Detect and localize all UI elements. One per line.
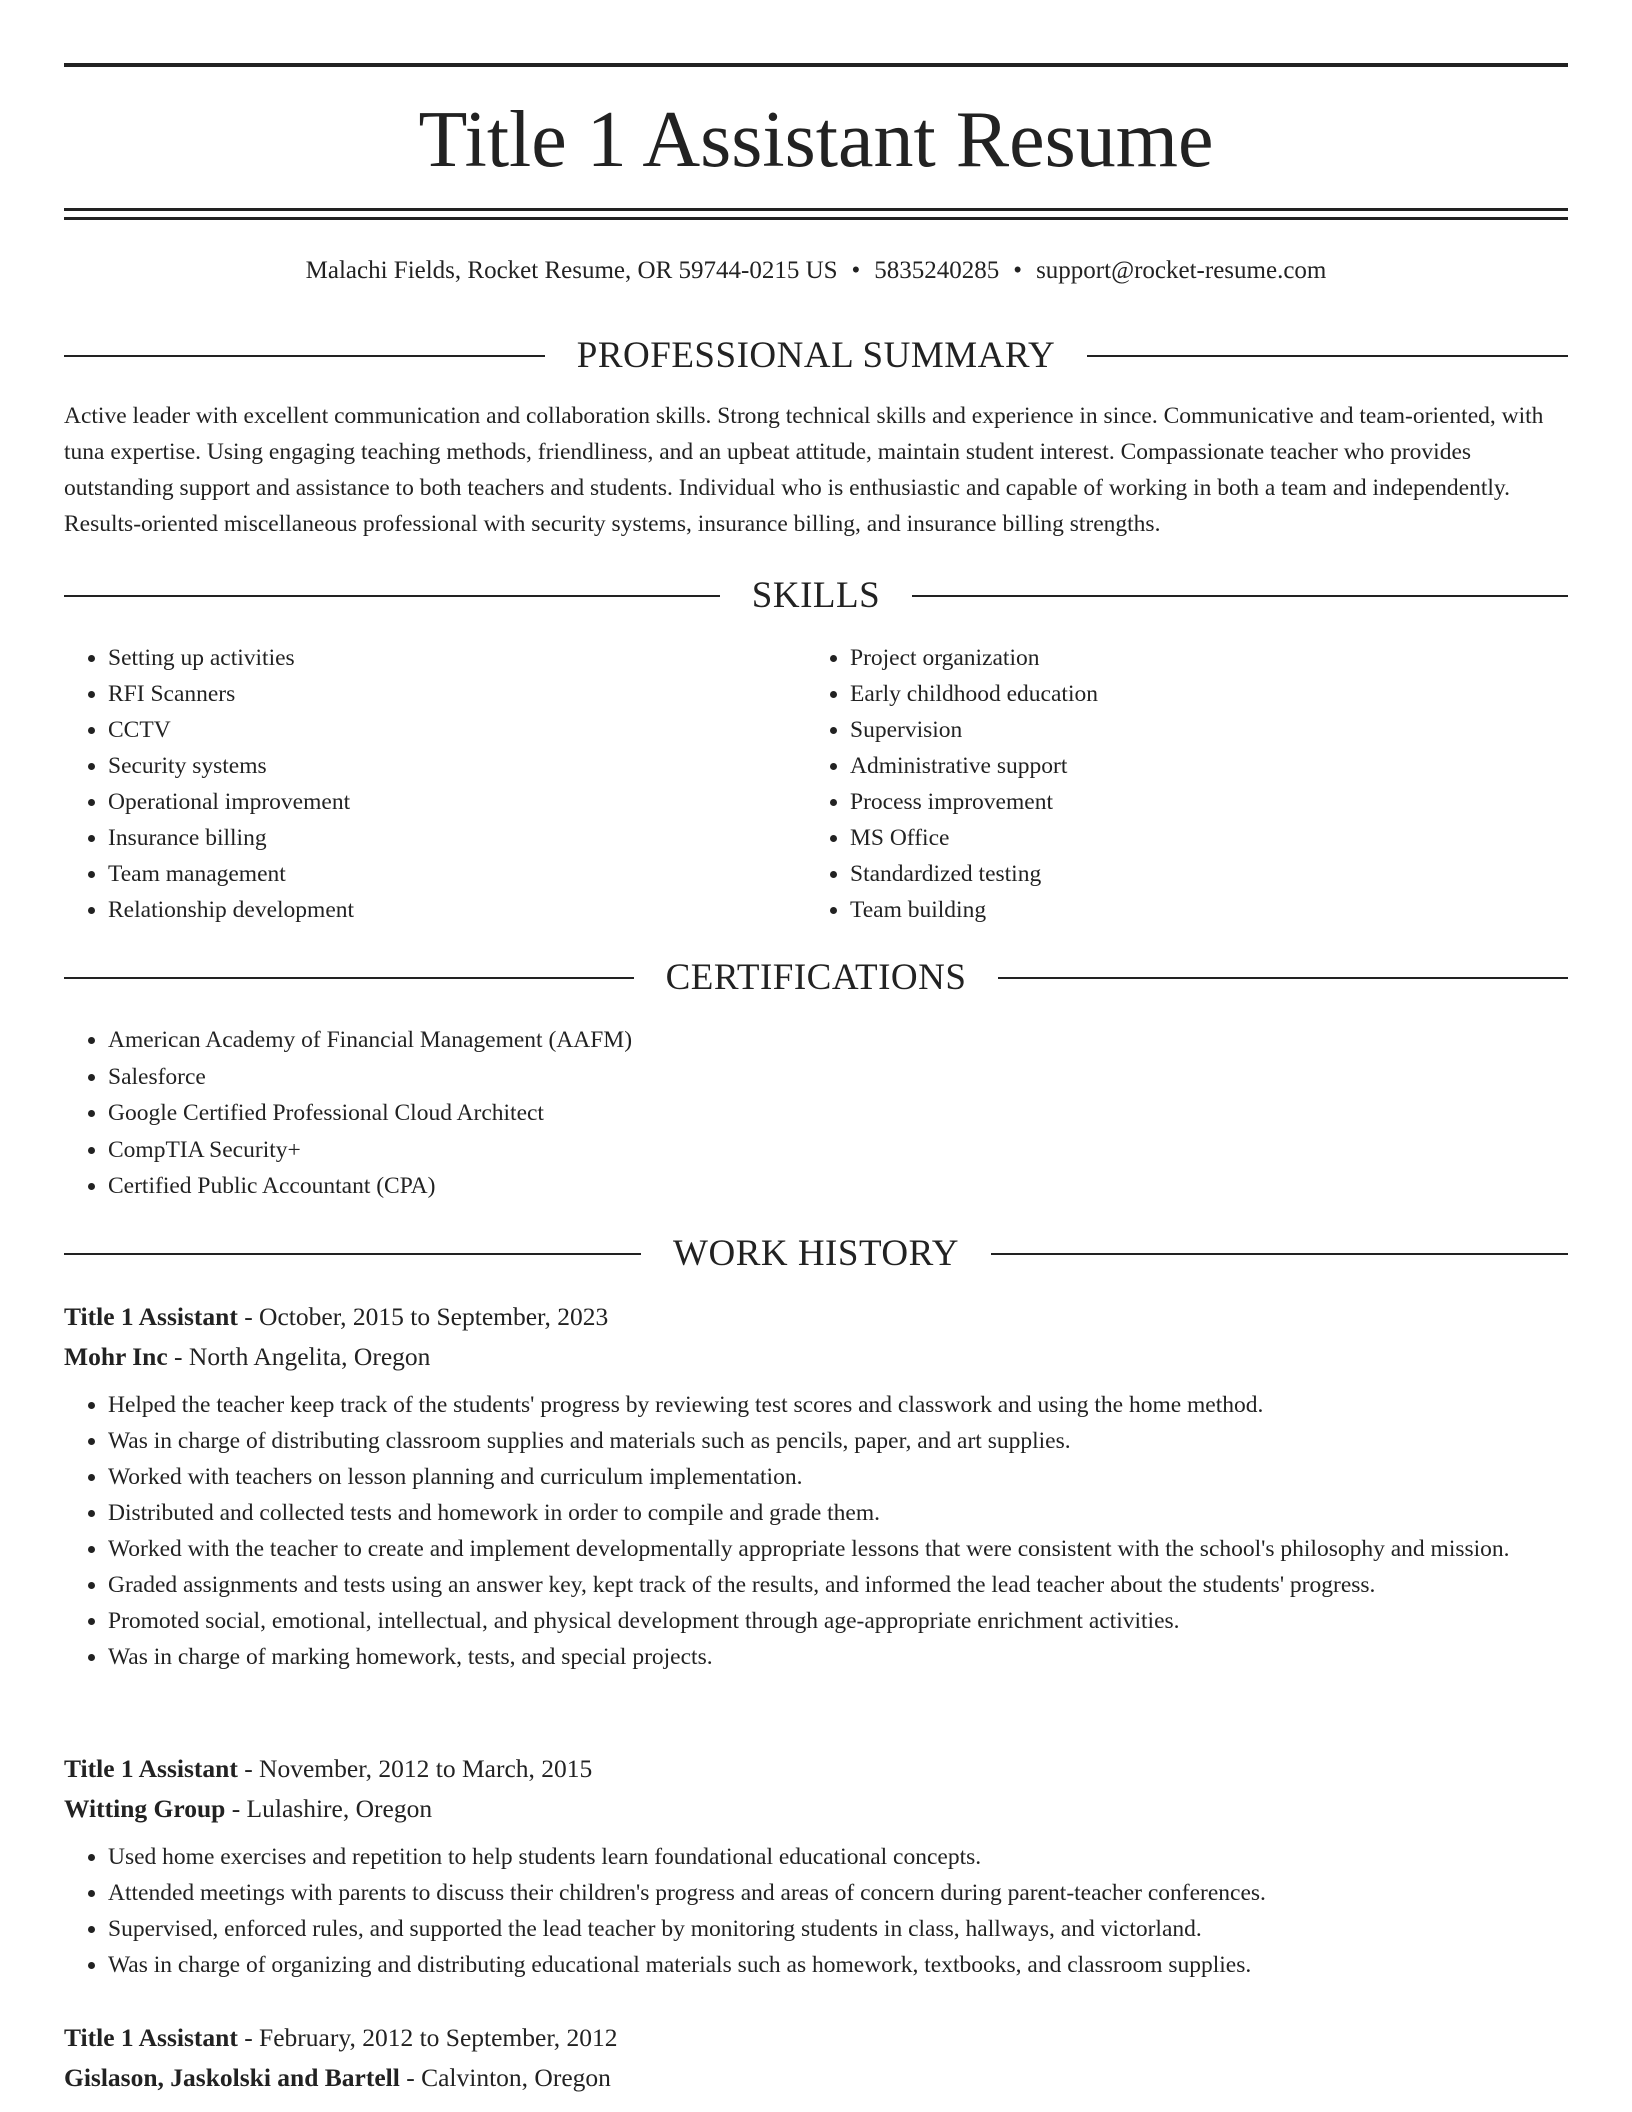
certification-item: • Google Certified Professional Cloud Architect: [108, 1095, 1568, 1132]
job-duty: • Supervised, enforced rules, and supported the lead teacher by monitoring students in class, hallways, and victorland.: [108, 1911, 1568, 1947]
section-heading-certifications: [64, 956, 1568, 1000]
summary-text: Active leader with excellent communication and collaboration skills. Strong technical skills and experience in since. Communicative and team-oriented, with tuna expertise. Using engaging teaching methods, friendliness, and an upbeat attitude, maintain student interest. Compassionate teacher who provides outstanding support and assistance to both teachers and students. Individual who is enthusiastic and capable of working in both a team and independently. Results-oriented miscellaneous professional with security systems, insurance billing, and insurance billing strengths.: [64, 403, 1544, 537]
job-title-line: [64, 1749, 1568, 1789]
job-duty: • Used home exercises and repetition to help students learn foundational educational concepts.: [108, 1839, 1568, 1875]
heading-rule-left: [64, 1253, 641, 1255]
job-duties: [64, 1387, 1568, 1675]
job-duty: • Distributed and collected tests and homework in order to compile and grade them.: [108, 1495, 1568, 1531]
skill-item: • Operational improvement: [108, 784, 806, 820]
skill-item: • Early childhood education: [850, 676, 1548, 712]
job-title-line: [64, 2018, 1568, 2058]
job-dates: - November, 2012 to March, 2015: [237, 1754, 593, 1783]
skill-item: • Project organization: [850, 640, 1548, 676]
heading-rule-left: [64, 595, 720, 597]
contact-address: Malachi Fields, Rocket Resume, OR 59744-0215 US: [305, 257, 838, 284]
skill-item: • Team management: [108, 856, 806, 892]
job-duty: • Attended meetings with parents to discuss their children's progress and areas of concern during parent-teacher conferences.: [108, 1875, 1568, 1911]
certification-item: • American Academy of Financial Management (AAFM): [108, 1022, 1568, 1059]
job-dates: - February, 2012 to September, 2012: [237, 2023, 618, 2052]
certification-item: • Salesforce: [108, 1059, 1568, 1096]
job-company-line: [64, 2058, 1568, 2098]
skill-item: • Standardized testing: [850, 856, 1548, 892]
job-duty: • Worked with teachers on lesson planning and curriculum implementation.: [108, 1459, 1568, 1495]
job-duty: • Helped the teacher keep track of the students' progress by reviewing test scores and classwork and using the home method.: [108, 1387, 1568, 1423]
section-title: WORK HISTORY: [673, 1233, 959, 1274]
job-company: Witting Group: [64, 1794, 226, 1823]
skill-item: • Team building: [850, 892, 1548, 928]
job-dates: - October, 2015 to September, 2023: [237, 1302, 609, 1331]
job-location: - Lulashire, Oregon: [225, 1794, 433, 1823]
skill-item: • Relationship development: [108, 892, 806, 928]
heading-rule-right: [998, 977, 1568, 979]
resume-title: Title 1 Assistant Resume: [418, 96, 1214, 184]
job-duty: • Was in charge of organizing and distributing educational materials such as homework, textbooks, and classroom supplies.: [108, 1947, 1568, 1983]
skill-item: • Process improvement: [850, 784, 1548, 820]
skill-item: • Supervision: [850, 712, 1548, 748]
section-title: PROFESSIONAL SUMMARY: [576, 335, 1056, 376]
contact-phone: 5835240285: [874, 257, 1000, 284]
job-duty: • Was in charge of marking homework, tests, and special projects.: [108, 1639, 1568, 1675]
job-duty: • Was in charge of distributing classroom supplies and materials such as pencils, paper, and art supplies.: [108, 1423, 1568, 1459]
section-title: SKILLS: [751, 575, 881, 616]
job-entry: [64, 1749, 1568, 1983]
skill-item: • Security systems: [108, 748, 806, 784]
skill-item: • CCTV: [108, 712, 806, 748]
skills-column-left: [64, 640, 806, 928]
title-double-rule: [64, 208, 1568, 220]
job-company-line: [64, 1789, 1568, 1829]
contact-line: [64, 254, 1568, 288]
job-duties: [64, 1839, 1568, 1983]
section-heading-work-history: [64, 1232, 1568, 1276]
heading-rule-right: [912, 595, 1568, 597]
job-company: Mohr Inc: [64, 1342, 168, 1371]
heading-rule-right: [991, 1253, 1568, 1255]
heading-rule-right: [1087, 355, 1568, 357]
job-title-line: [64, 1297, 1568, 1337]
job-title: Title 1 Assistant: [64, 1754, 238, 1783]
skill-item: • MS Office: [850, 820, 1548, 856]
heading-rule-left: [64, 355, 545, 357]
skill-item: • Administrative support: [850, 748, 1548, 784]
skill-item: • Insurance billing: [108, 820, 806, 856]
certifications-list: [64, 1022, 1568, 1205]
heading-rule-left: [64, 977, 634, 979]
certification-item: • CompTIA Security+: [108, 1132, 1568, 1169]
job-duty: • Promoted social, emotional, intellectual, and physical development through age-appropriate enrichment activities.: [108, 1603, 1568, 1639]
job-duty: • Worked with the teacher to create and implement developmentally appropriate lessons that were consistent with the school's philosophy and mission.: [108, 1531, 1568, 1567]
job-entry: [64, 1297, 1568, 1675]
job-location: - Calvinton, Oregon: [399, 2063, 611, 2092]
section-heading-summary: [64, 334, 1568, 378]
section-heading-skills: [64, 574, 1568, 618]
section-title: CERTIFICATIONS: [665, 957, 967, 998]
contact-separator: •: [1013, 257, 1023, 284]
job-title: Title 1 Assistant: [64, 1302, 238, 1331]
contact-email: support@rocket-resume.com: [1036, 257, 1327, 284]
skills-list: [64, 640, 1568, 928]
job-entry: [64, 2018, 1568, 2098]
top-rule: [64, 63, 1568, 67]
job-location: - North Angelita, Oregon: [167, 1342, 431, 1371]
certification-item: • Certified Public Accountant (CPA): [108, 1168, 1568, 1205]
job-company: Gislason, Jaskolski and Bartell: [64, 2063, 400, 2092]
skills-column-right: [806, 640, 1548, 928]
job-duty: • Graded assignments and tests using an answer key, kept track of the results, and informed the lead teacher about the students' progress.: [108, 1567, 1568, 1603]
skill-item: • Setting up activities: [108, 640, 806, 676]
job-title: Title 1 Assistant: [64, 2023, 238, 2052]
job-company-line: [64, 1337, 1568, 1377]
skill-item: • RFI Scanners: [108, 676, 806, 712]
contact-separator: •: [851, 257, 861, 284]
